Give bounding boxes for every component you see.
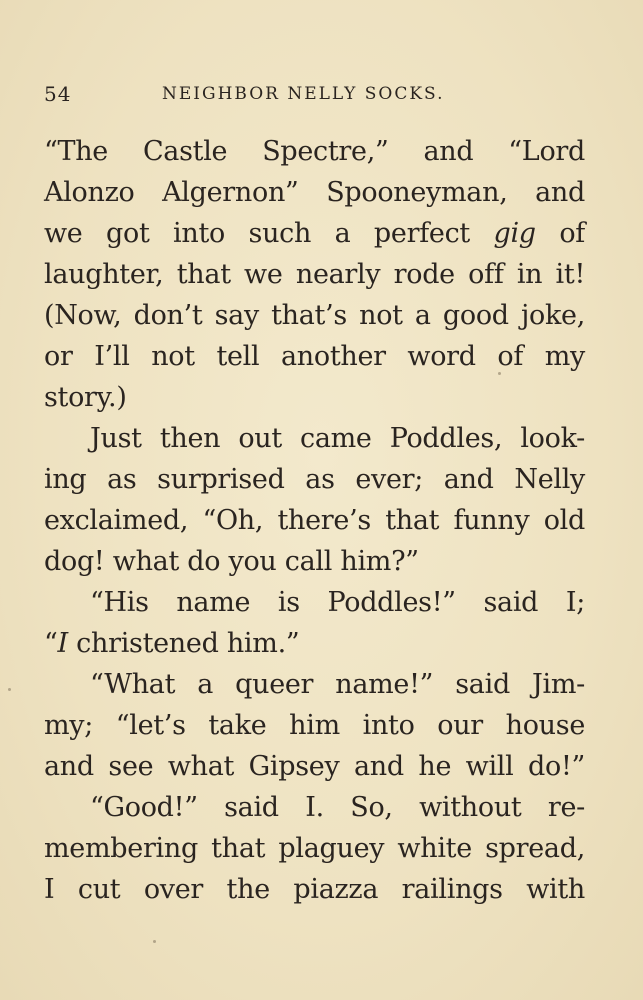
italic-word: gig — [493, 218, 536, 249]
text-line: and see what Gipsey and he will do!” — [44, 751, 585, 782]
text-run: “ — [44, 628, 58, 659]
page-header — [44, 82, 584, 112]
italic-word: I — [57, 628, 68, 659]
paper-speck — [8, 688, 11, 691]
text-line: (Now, don’t say that’s not a good joke, — [44, 300, 585, 331]
paragraph-end-line — [44, 623, 585, 664]
text-line — [44, 213, 585, 254]
text-line: “The Castle Spectre,” and “Lord — [44, 136, 585, 167]
paper-speck — [498, 372, 501, 375]
paragraph-end-line: story.) — [44, 382, 127, 413]
text-line: I cut over the piazza railings with — [44, 874, 585, 905]
paragraph-end-line: dog! what do you call him?” — [44, 546, 419, 577]
text-line: laughter, that we nearly rode off in it! — [44, 259, 585, 290]
running-title: NEIGHBOR NELLY SOCKS. — [162, 84, 445, 104]
page-number: 54 — [44, 82, 72, 106]
paragraph-start-line: “His name is Poddles!” said I; — [90, 587, 585, 618]
text-run: we got into such a perfect — [44, 218, 494, 249]
paper-speck — [153, 940, 156, 943]
text-run: of — [535, 218, 585, 249]
text-line: membering that plaguey white spread, — [44, 833, 585, 864]
text-line: or I’ll not tell another word of my — [44, 341, 585, 372]
text-line: my; “let’s take him into our house — [44, 710, 585, 741]
text-line: ing as surprised as ever; and Nelly — [44, 464, 585, 495]
body-text — [44, 131, 585, 910]
text-line: exclaimed, “Oh, there’s that funny old — [44, 505, 585, 536]
paragraph-start-line: Just then out came Poddles, look- — [90, 423, 585, 454]
text-line: Alonzo Algernon” Spooneyman, and — [44, 177, 585, 208]
text-run: christened him.” — [67, 628, 300, 659]
paragraph-start-line: “What a queer name!” said Jim- — [90, 669, 585, 700]
paragraph-start-line: “Good!” said I. So, without re- — [90, 792, 585, 823]
